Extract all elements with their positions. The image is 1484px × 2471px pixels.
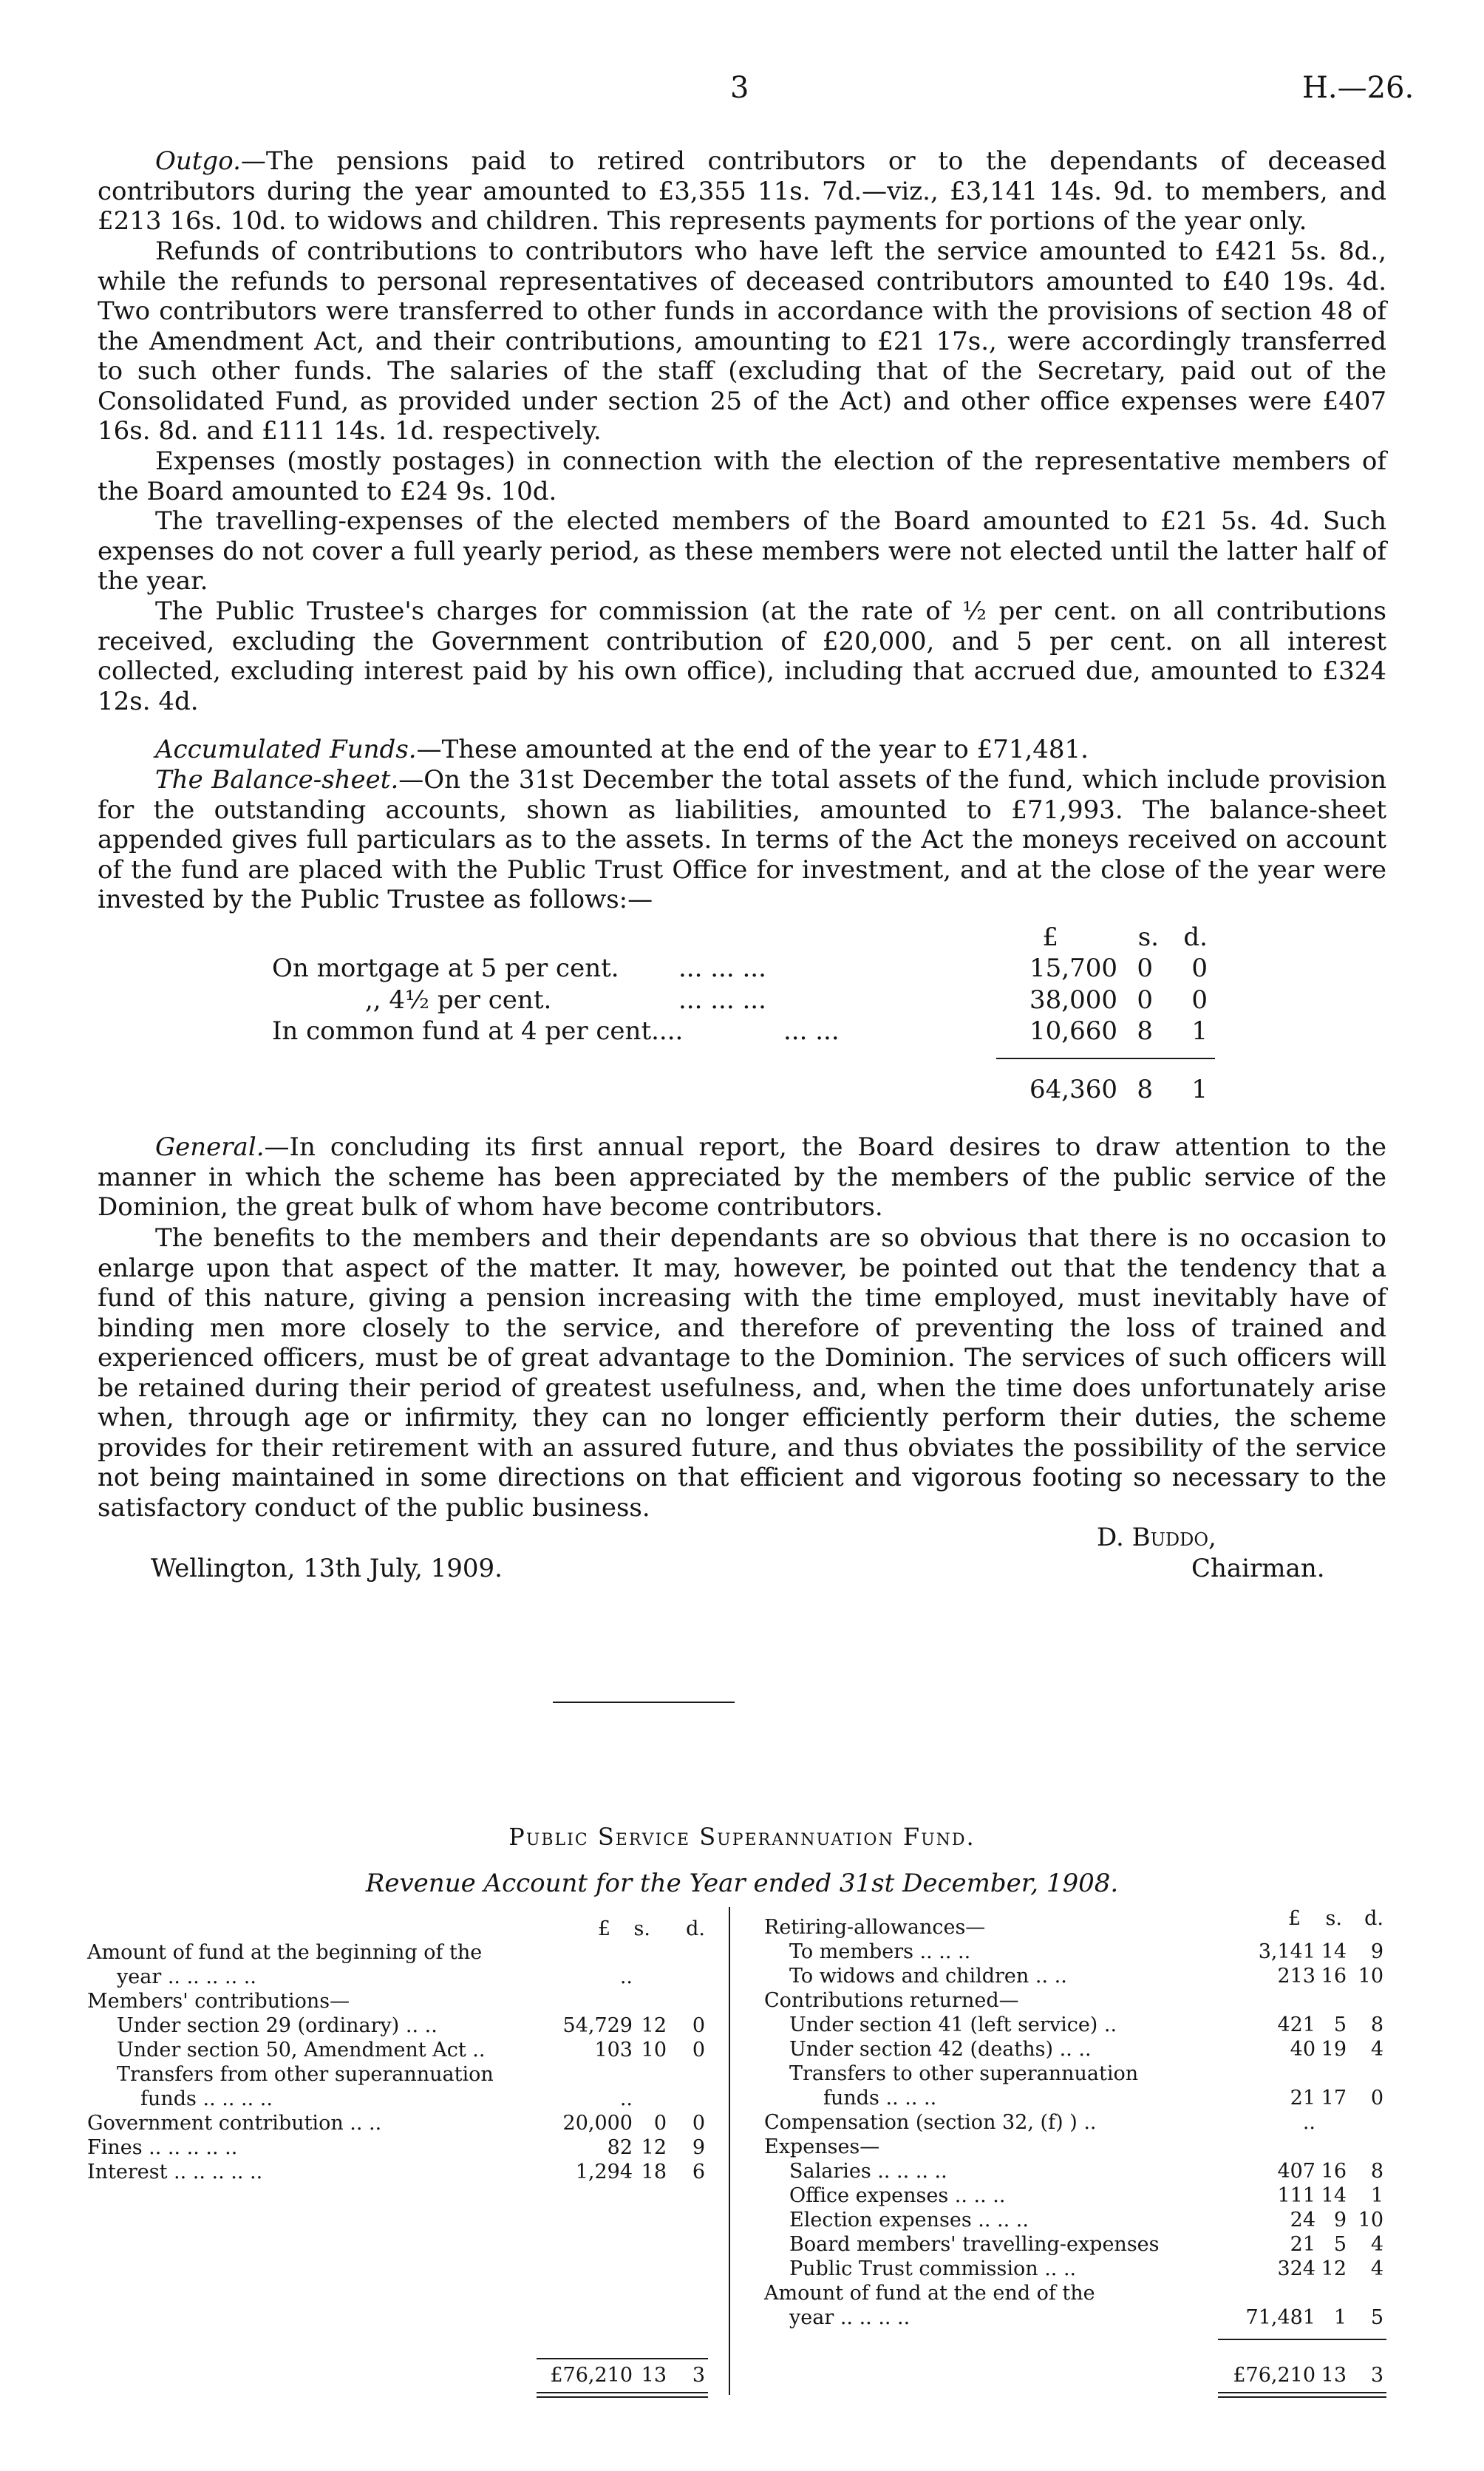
- right-line-shillings: 14: [1321, 1940, 1347, 1963]
- left-line: Government contribution .. ..: [87, 2112, 382, 2135]
- left-line: Interest .. .. .. .. ..: [87, 2161, 263, 2183]
- left-line-shillings: 10: [641, 2039, 667, 2062]
- left-total-pence: 3: [692, 2364, 705, 2387]
- investments-header-shillings: s.: [1137, 922, 1159, 952]
- right-line-pounds: 213: [1277, 1965, 1315, 1988]
- right-line-shillings: 19: [1321, 2038, 1347, 2061]
- right-total-pence: 3: [1370, 2364, 1383, 2387]
- general-text: —In concluding its first annual report, the Board desires to draw attention to the manner in which the scheme has been appreciated by the members of the public service of the Dominion, the great bulk of whom have become contributors.: [98, 1132, 1386, 1222]
- signatory-title: Chairman.: [1191, 1554, 1325, 1583]
- right-line: funds .. .. ..: [823, 2087, 937, 2110]
- right-line: Compensation (section 32, (f) ) ..: [764, 2111, 1097, 2134]
- left-line: Members' contributions—: [87, 1990, 350, 2013]
- right-line-shillings: 5: [1333, 2013, 1347, 2036]
- right-header-pence: d.: [1364, 1907, 1383, 1930]
- left-line: Fines .. .. .. .. ..: [87, 2136, 238, 2159]
- right-line-shillings: 1: [1333, 2306, 1347, 2329]
- paragraph-public-trustee: The Public Trustee's charges for commission (at the rate of ½ per cent. on all contributions received, excluding the Government contribution of £20,000, and 5 per cent. on all interest collected, excluding interest paid by his own office), including that accrued due, amounted to £324 12s. 4d.: [98, 596, 1386, 716]
- general-heading: General.: [155, 1132, 265, 1162]
- balance-text: —On the 31st December the total assets of the fund, which include provision for the outstanding accounts, shown as liabilities, amounted to £71,993. The balance-sheet appended gives full particulars as to the assets. In terms of the Act the moneys received on account of the fund are placed with the Public Trust Office for investment, and at the close of the year were invested by the Public Trustee as follows:—: [98, 765, 1386, 914]
- investments-total-shillings: 8: [1137, 1075, 1153, 1104]
- right-line: Retiring-allowances—: [764, 1916, 986, 1939]
- left-total-double-rule: [537, 2396, 708, 2398]
- left-line-pence: 0: [692, 2014, 705, 2037]
- left-line-pence: 6: [692, 2161, 705, 2183]
- account-column-divider: [729, 1907, 730, 2395]
- right-line-pence: 4: [1370, 2257, 1383, 2280]
- right-line-shillings: 12: [1321, 2257, 1347, 2280]
- investment-row-pence: 0: [1191, 985, 1208, 1015]
- left-line: Transfers from other superannuation: [117, 2063, 494, 2086]
- investments-total-rule: [996, 1058, 1215, 1059]
- right-line-pounds: ..: [1302, 2111, 1315, 2134]
- right-total-double-rule: [1218, 2396, 1386, 2398]
- investment-row-leaders: ... ...: [783, 1016, 840, 1046]
- left-header-shillings: s.: [633, 1917, 650, 1940]
- right-line-pence: 8: [1370, 2013, 1383, 2036]
- right-line: Election expenses .. .. ..: [789, 2209, 1029, 2232]
- right-line-pounds: 40: [1290, 2038, 1315, 2061]
- left-line: funds .. .. .. ..: [140, 2087, 273, 2110]
- document-reference: H.—26.: [1302, 71, 1415, 105]
- left-line: Under section 50, Amendment Act ..: [117, 2039, 486, 2062]
- left-line-shillings: 12: [641, 2136, 667, 2159]
- left-total-double-rule: [537, 2392, 708, 2393]
- right-line: Expenses—: [764, 2135, 880, 2158]
- paragraph-balance-sheet: [98, 765, 1386, 915]
- right-line: Transfers to other superannuation: [789, 2062, 1139, 2085]
- right-line-pence: 0: [1370, 2087, 1383, 2110]
- place-and-date: Wellington, 13th July, 1909.: [151, 1554, 503, 1583]
- left-line-pounds: 1,294: [575, 2161, 633, 2183]
- outgo-text: —The pensions paid to retired contributors or to the dependants of deceased contributors during the year amounted to £3,355 11s. 7d.—viz., £3,141 14s. 9d. to members, and £213 16s. 10d. to widows and children. This represents payments for portions of the year only.: [98, 146, 1386, 236]
- right-line: Amount of fund at the end of the: [764, 2282, 1095, 2305]
- signatory-name: D. Buddo,: [1097, 1523, 1216, 1552]
- right-line-shillings: 17: [1321, 2087, 1347, 2110]
- right-total-double-rule: [1218, 2392, 1386, 2393]
- right-line: year .. .. .. ..: [789, 2306, 911, 2329]
- left-line-pence: 9: [692, 2136, 705, 2159]
- left-line-pounds: 20,000: [562, 2112, 633, 2135]
- left-total-shillings: 13: [641, 2364, 667, 2387]
- left-header-pounds: £: [597, 1917, 610, 1940]
- left-line-pence: 0: [692, 2039, 705, 2062]
- paragraph-accumulated-funds: [98, 735, 1386, 765]
- right-line-pence: 1: [1370, 2184, 1383, 2207]
- right-line-pence: 5: [1370, 2306, 1383, 2329]
- left-line: Amount of fund at the beginning of the: [87, 1941, 483, 1964]
- right-line-pence: 4: [1370, 2233, 1383, 2256]
- right-line-pounds: 71,481: [1245, 2306, 1315, 2329]
- account-subtitle: Revenue Account for the Year ended 31st December, 1908.: [365, 1869, 1119, 1898]
- investment-row-label: In common fund at 4 per cent....: [272, 1016, 684, 1046]
- right-line-pounds: 421: [1277, 2013, 1315, 2036]
- right-line-shillings: 5: [1333, 2233, 1347, 2256]
- section-divider: [553, 1702, 735, 1703]
- investment-row-leaders: ... ... ...: [678, 985, 766, 1015]
- investment-row-shillings: 0: [1137, 954, 1153, 983]
- left-header-pence: d.: [686, 1917, 705, 1940]
- right-line-pounds: 111: [1277, 2184, 1315, 2207]
- balance-heading: The Balance-sheet.: [155, 765, 399, 795]
- accumulated-text: —These amounted at the end of the year to £71,481.: [416, 735, 1089, 764]
- investments-total-pence: 1: [1191, 1075, 1208, 1104]
- paragraph-election-expenses: Expenses (mostly postages) in connection with the election of the representative members of the Board amounted to £24 9s. 10d.: [98, 446, 1386, 506]
- left-line-shillings: 12: [641, 2014, 667, 2037]
- left-line-shillings: 0: [653, 2112, 667, 2135]
- right-line: Under section 41 (left service) ..: [789, 2013, 1117, 2036]
- left-line: year .. .. .. .. ..: [117, 1965, 256, 1988]
- right-line: Contributions returned—: [764, 1989, 1019, 2012]
- right-line: Office expenses .. .. ..: [789, 2184, 1006, 2207]
- investment-row-pence: 1: [1191, 1016, 1208, 1046]
- right-line-pence: 9: [1370, 1940, 1383, 1963]
- investment-row-label: ,, 4½ per cent.: [365, 985, 552, 1015]
- investment-row-pounds: 15,700: [1029, 954, 1117, 983]
- right-line-pounds: 407: [1277, 2160, 1315, 2183]
- right-line-shillings: 16: [1321, 1965, 1347, 1988]
- right-line-pounds: 324: [1277, 2257, 1315, 2280]
- paragraph-general: [98, 1132, 1386, 1223]
- right-header-shillings: s.: [1325, 1907, 1342, 1930]
- investments-total-pounds: 64,360: [1029, 1075, 1117, 1104]
- right-line-pence: 10: [1358, 1965, 1383, 1988]
- paragraph-outgo: [98, 146, 1386, 237]
- left-line-pounds: 103: [594, 2039, 633, 2062]
- paragraph-travelling-expenses: The travelling-expenses of the elected members of the Board amounted to £21 5s. 4d. Such expenses do not cover a full yearly period, as these members were not elected until the latter half of the year.: [98, 506, 1386, 596]
- investment-row-leaders: ... ... ...: [678, 954, 766, 983]
- right-line-pounds: 3,141: [1258, 1940, 1315, 1963]
- right-line-pence: 4: [1370, 2038, 1383, 2061]
- fund-title: Public Service Superannuation Fund.: [508, 1823, 976, 1851]
- right-line-shillings: 16: [1321, 2160, 1347, 2183]
- right-line-pounds: 21: [1290, 2233, 1315, 2256]
- left-line-shillings: 18: [641, 2161, 667, 2183]
- right-header-pounds: £: [1287, 1907, 1301, 1930]
- right-total-rule: [1218, 2339, 1386, 2340]
- right-line-pence: 8: [1370, 2160, 1383, 2183]
- investments-header-pence: d.: [1183, 922, 1208, 952]
- investment-row-shillings: 0: [1137, 985, 1153, 1015]
- left-line-pounds: ..: [619, 2087, 633, 2110]
- right-line-shillings: 14: [1321, 2184, 1347, 2207]
- right-line: Public Trust commission .. ..: [789, 2257, 1077, 2280]
- paragraph-refunds: Refunds of contributions to contributors who have left the service amounted to £421 5s. 8d., while the refunds to personal representatives of deceased contributors amounted to £40 19s. 4d. Two contributors were transferred to other funds in accordance with the provisions of section 48 of the Amendment Act, and their contributions, amounting to £21 17s., were accordingly transferred to such other funds. The salaries of the staff (excluding that of the Secretary, paid out of the Consolidated Fund, as provided under section 25 of the Act) and other office expenses were £407 16s. 8d. and £111 14s. 1d. respectively.: [98, 237, 1386, 446]
- page-number: 3: [730, 71, 749, 105]
- left-line-pounds: 54,729: [562, 2014, 633, 2037]
- investment-row-pounds: 38,000: [1029, 985, 1117, 1015]
- left-line: Under section 29 (ordinary) .. ..: [117, 2014, 438, 2037]
- investments-header-pounds: £: [1042, 922, 1058, 952]
- right-line: Board members' travelling-expenses: [789, 2233, 1160, 2256]
- right-line: To widows and children .. ..: [789, 1965, 1067, 1988]
- right-line-shillings: 9: [1333, 2209, 1347, 2232]
- right-line-pounds: 24: [1290, 2209, 1315, 2232]
- accumulated-heading: Accumulated Funds.: [155, 735, 417, 764]
- investment-row-label: On mortgage at 5 per cent.: [272, 954, 619, 983]
- right-line-pence: 10: [1358, 2209, 1383, 2232]
- right-total-shillings: 13: [1321, 2364, 1347, 2387]
- investment-row-pence: 0: [1191, 954, 1208, 983]
- left-total-pounds: £76,210: [550, 2364, 633, 2387]
- left-total-rule: [537, 2358, 708, 2359]
- investment-row-pounds: 10,660: [1029, 1016, 1117, 1046]
- right-line: To members .. .. ..: [789, 1940, 971, 1963]
- paragraph-benefits: The benefits to the members and their dependants are so obvious that there is no occasion to enlarge upon that aspect of the matter. It may, however, be pointed out that the tendency that a fund of this nature, giving a pension increasing with the time employed, must inevitably have of binding men more closely to the service, and therefore of preventing the loss of trained and experienced officers, must be of great advantage to the Dominion. The services of such officers will be retained during their period of greatest usefulness, and, when the time does unfortunately arise when, through age or infirmity, they can no longer efficiently perform their duties, the scheme provides for their retirement with an assured future, and thus obviates the possibility of the service not being maintained in some directions on that efficient and vigorous footing so necessary to the satisfactory conduct of the public business.: [98, 1223, 1386, 1523]
- right-total-pounds: £76,210: [1233, 2364, 1315, 2387]
- left-line-pounds: 82: [607, 2136, 633, 2159]
- left-line-pounds: ..: [619, 1965, 633, 1988]
- right-line: Under section 42 (deaths) .. ..: [789, 2038, 1092, 2061]
- left-line-pence: 0: [692, 2112, 705, 2135]
- investment-row-shillings: 8: [1137, 1016, 1153, 1046]
- right-line-pounds: 21: [1290, 2087, 1315, 2110]
- right-line: Salaries .. .. .. ..: [789, 2160, 947, 2183]
- outgo-heading: Outgo.: [155, 146, 241, 176]
